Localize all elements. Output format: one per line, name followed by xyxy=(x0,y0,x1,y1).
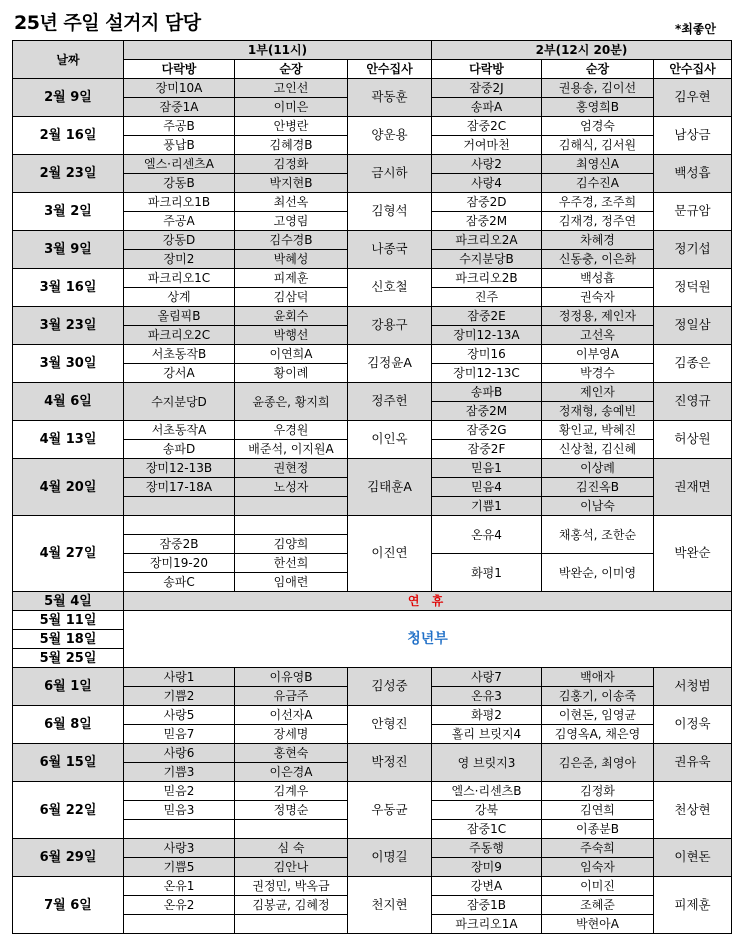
p2-order-cell: 홍영희B xyxy=(542,98,654,117)
p2-order-cell: 임숙자 xyxy=(542,858,654,877)
p2-order-cell: 고선옥 xyxy=(542,326,654,345)
p2-order-cell: 권용송, 김이선 xyxy=(542,79,654,98)
author-note: *최좋안 xyxy=(674,22,716,36)
p2-group-cell: 믿음1 xyxy=(432,459,542,478)
p2-supervisor-cell: 피제훈 xyxy=(654,877,732,934)
p2-order-cell: 김영옥A, 채은영 xyxy=(542,725,654,744)
p2-supervisor-cell: 김종은 xyxy=(654,345,732,383)
p2-order-cell: 엄경숙 xyxy=(542,117,654,136)
p2-group-cell: 송파A xyxy=(432,98,542,117)
p2-order-cell: 김정화 xyxy=(542,782,654,801)
schedule-body xyxy=(13,41,732,934)
p2-supervisor-cell: 백성흡 xyxy=(654,155,732,193)
p2-order-cell: 이남숙 xyxy=(542,497,654,516)
p1-group-cell: 잠중1A xyxy=(124,98,235,117)
p2-supervisor-cell: 박완순 xyxy=(654,516,732,592)
p2-order-cell: 우주경, 조주희 xyxy=(542,193,654,212)
table-row xyxy=(13,383,732,402)
table-row xyxy=(13,155,732,174)
p2-group-cell: 온유3 xyxy=(432,687,542,706)
p1-order-cell: 김계우 xyxy=(235,782,348,801)
p2-order-cell: 김진옥B xyxy=(542,478,654,497)
p1-order-cell: 이연희A xyxy=(235,345,348,364)
header-p1-order: 순장 xyxy=(235,60,348,79)
p1-group-cell: 잠중2B xyxy=(124,535,235,554)
p1-order-cell: 김삼덕 xyxy=(235,288,348,307)
p2-group-cell: 파크리오2B xyxy=(432,269,542,288)
p1-supervisor-cell: 나종국 xyxy=(348,231,432,269)
p2-group-cell: 장미16 xyxy=(432,345,542,364)
p1-order-cell: 김혜경B xyxy=(235,136,348,155)
p1-group-cell: 송파D xyxy=(124,440,235,459)
holiday-row xyxy=(13,592,732,611)
p1-group-cell: 기쁨2 xyxy=(124,687,235,706)
p1-group-cell: 파크리오1B xyxy=(124,193,235,212)
p2-group-cell: 잠중2E xyxy=(432,307,542,326)
p1-order-cell: 황이례 xyxy=(235,364,348,383)
p1-group-cell: 송파C xyxy=(124,573,235,592)
date-cell: 2월 9일 xyxy=(13,79,124,117)
date-cell: 4월 6일 xyxy=(13,383,124,421)
p1-supervisor-cell: 김정윤A xyxy=(348,345,432,383)
p2-order-cell: 김연희 xyxy=(542,801,654,820)
p1-order-cell: 김정화 xyxy=(235,155,348,174)
date-cell: 6월 22일 xyxy=(13,782,124,839)
p1-order-cell: 권현정 xyxy=(235,459,348,478)
date-cell: 5월 25일 xyxy=(13,649,124,668)
p1-group-cell: 장미17-18A xyxy=(124,478,235,497)
p1-group-cell: 기쁨5 xyxy=(124,858,235,877)
date-cell: 4월 20일 xyxy=(13,459,124,516)
p2-group-cell: 강변A xyxy=(432,877,542,896)
table-row xyxy=(13,117,732,136)
p1-group-cell: 사랑5 xyxy=(124,706,235,725)
date-cell: 3월 9일 xyxy=(13,231,124,269)
p1-order-cell: 고인선 xyxy=(235,79,348,98)
p2-group-cell: 화평2 xyxy=(432,706,542,725)
p2-supervisor-cell: 진영규 xyxy=(654,383,732,421)
p1-order-cell: 김안나 xyxy=(235,858,348,877)
p1-supervisor-cell: 이인옥 xyxy=(348,421,432,459)
table-row xyxy=(13,459,732,478)
p1-supervisor-cell: 김태훈A xyxy=(348,459,432,516)
p2-group-cell: 장미12-13C xyxy=(432,364,542,383)
p1-group-cell: 온유2 xyxy=(124,896,235,915)
p2-group-cell: 화평1 xyxy=(432,554,542,592)
p1-group-cell: 강동D xyxy=(124,231,235,250)
p2-supervisor-cell: 허상원 xyxy=(654,421,732,459)
youth-row xyxy=(13,611,732,630)
p1-order-cell: 한선희 xyxy=(235,554,348,573)
p1-supervisor-cell: 강용구 xyxy=(348,307,432,345)
p1-supervisor-cell: 금시하 xyxy=(348,155,432,193)
p1-group-cell: 서초동작B xyxy=(124,345,235,364)
header-p2-group: 다락방 xyxy=(432,60,542,79)
p1-group-cell: 장미10A xyxy=(124,79,235,98)
p1-order-cell xyxy=(235,497,348,516)
p1-order-cell: 박행선 xyxy=(235,326,348,345)
p2-order-cell: 이현돈, 임영균 xyxy=(542,706,654,725)
p1-order-cell xyxy=(235,516,348,535)
p2-order-cell: 이종분B xyxy=(542,820,654,839)
date-cell: 4월 13일 xyxy=(13,421,124,459)
p2-supervisor-cell: 권재면 xyxy=(654,459,732,516)
p1-group-cell xyxy=(124,820,235,839)
header-part2: 2부(12시 20분) xyxy=(432,41,732,60)
p1-order-cell: 박지현B xyxy=(235,174,348,193)
p1-order-cell: 임애련 xyxy=(235,573,348,592)
p1-supervisor-cell: 이진연 xyxy=(348,516,432,592)
p1-order-cell: 심 숙 xyxy=(235,839,348,858)
p2-order-cell: 최영신A xyxy=(542,155,654,174)
p2-group-cell: 잠중2M xyxy=(432,212,542,231)
p2-order-cell: 정정용, 제인자 xyxy=(542,307,654,326)
p2-order-cell: 권숙자 xyxy=(542,288,654,307)
p1-group-cell: 믿음2 xyxy=(124,782,235,801)
p2-order-cell: 신동충, 이은화 xyxy=(542,250,654,269)
p2-group-cell: 강북 xyxy=(432,801,542,820)
date-cell: 7월 6일 xyxy=(13,877,124,934)
p1-group-cell: 믿음3 xyxy=(124,801,235,820)
p2-order-cell: 김홍기, 이송죽 xyxy=(542,687,654,706)
date-cell: 3월 2일 xyxy=(13,193,124,231)
p1-group-cell: 사랑1 xyxy=(124,668,235,687)
p2-group-cell: 파크리오2A xyxy=(432,231,542,250)
date-cell: 2월 16일 xyxy=(13,117,124,155)
p2-supervisor-cell: 권유욱 xyxy=(654,744,732,782)
p1-group-cell: 올림픽B xyxy=(124,307,235,326)
table-row xyxy=(13,782,732,801)
p1-group-cell: 수지분당D xyxy=(124,383,235,421)
holiday-label: 연 휴 xyxy=(124,592,732,611)
p2-order-cell: 제인자 xyxy=(542,383,654,402)
p1-supervisor-cell: 우동균 xyxy=(348,782,432,839)
p2-group-cell: 장미12-13A xyxy=(432,326,542,345)
p1-group-cell: 상계 xyxy=(124,288,235,307)
date-cell: 6월 15일 xyxy=(13,744,124,782)
p2-group-cell: 믿음4 xyxy=(432,478,542,497)
p1-order-cell: 유금주 xyxy=(235,687,348,706)
p1-supervisor-cell: 곽동훈 xyxy=(348,79,432,117)
header-p2-supervisor: 안수집사 xyxy=(654,60,732,79)
p1-group-cell: 엘스·리센츠A xyxy=(124,155,235,174)
p2-order-cell: 신상철, 김신혜 xyxy=(542,440,654,459)
date-cell: 2월 23일 xyxy=(13,155,124,193)
youth-label: 청년부 xyxy=(124,611,732,668)
p1-order-cell: 이은경A xyxy=(235,763,348,782)
p1-order-cell: 이유영B xyxy=(235,668,348,687)
p1-order-cell: 윤종은, 황지희 xyxy=(235,383,348,421)
p1-order-cell: 정명순 xyxy=(235,801,348,820)
p1-order-cell: 우경원 xyxy=(235,421,348,440)
p2-group-cell: 사랑7 xyxy=(432,668,542,687)
p2-group-cell: 수지분당B xyxy=(432,250,542,269)
p2-order-cell: 박완순, 이미영 xyxy=(542,554,654,592)
p1-group-cell: 장미2 xyxy=(124,250,235,269)
p1-order-cell xyxy=(235,820,348,839)
p1-group-cell: 기쁨3 xyxy=(124,763,235,782)
p2-group-cell: 사랑4 xyxy=(432,174,542,193)
p1-supervisor-cell: 이명길 xyxy=(348,839,432,877)
p1-order-cell: 김양희 xyxy=(235,535,348,554)
p2-order-cell: 김해식, 김서원 xyxy=(542,136,654,155)
date-cell: 6월 29일 xyxy=(13,839,124,877)
table-row xyxy=(13,307,732,326)
header-p1-supervisor: 안수집사 xyxy=(348,60,432,79)
p1-order-cell: 장세명 xyxy=(235,725,348,744)
p2-group-cell: 거여마천 xyxy=(432,136,542,155)
p1-group-cell xyxy=(124,915,235,934)
p2-order-cell: 김수진A xyxy=(542,174,654,193)
p1-order-cell: 김봉균, 김혜정 xyxy=(235,896,348,915)
header-date: 날짜 xyxy=(13,41,124,79)
p2-supervisor-cell: 이현돈 xyxy=(654,839,732,877)
page-title: 25년 주일 설거지 담당 xyxy=(14,12,201,34)
p1-group-cell: 주공A xyxy=(124,212,235,231)
p2-order-cell: 김재경, 정주연 xyxy=(542,212,654,231)
p2-group-cell: 영 브릿지3 xyxy=(432,744,542,782)
p1-order-cell: 김수경B xyxy=(235,231,348,250)
table-row xyxy=(13,706,732,725)
table-row xyxy=(13,516,732,535)
p2-supervisor-cell: 이정욱 xyxy=(654,706,732,744)
p2-supervisor-cell: 김우현 xyxy=(654,79,732,117)
p2-group-cell: 잠중2C xyxy=(432,117,542,136)
header-p2-order: 순장 xyxy=(542,60,654,79)
p1-group-cell: 장미12-13B xyxy=(124,459,235,478)
p2-order-cell: 박현아A xyxy=(542,915,654,934)
p2-order-cell: 주숙희 xyxy=(542,839,654,858)
p2-order-cell: 차혜경 xyxy=(542,231,654,250)
p1-supervisor-cell: 양운용 xyxy=(348,117,432,155)
p1-order-cell xyxy=(235,915,348,934)
p2-group-cell: 엘스·리센츠B xyxy=(432,782,542,801)
p2-group-cell: 잠중2J xyxy=(432,79,542,98)
p1-order-cell: 박혜성 xyxy=(235,250,348,269)
p2-group-cell: 주동행 xyxy=(432,839,542,858)
date-cell: 3월 16일 xyxy=(13,269,124,307)
p2-order-cell: 정재형, 송예빈 xyxy=(542,402,654,421)
p2-order-cell: 박경수 xyxy=(542,364,654,383)
p2-supervisor-cell: 문규암 xyxy=(654,193,732,231)
date-cell: 4월 27일 xyxy=(13,516,124,592)
header-part1: 1부(11시) xyxy=(124,41,432,60)
p2-group-cell: 잠중1C xyxy=(432,820,542,839)
p2-order-cell: 김은준, 최영아 xyxy=(542,744,654,782)
table-row xyxy=(13,744,732,763)
p1-order-cell: 배준석, 이지원A xyxy=(235,440,348,459)
date-cell: 5월 18일 xyxy=(13,630,124,649)
p1-supervisor-cell: 박정진 xyxy=(348,744,432,782)
p2-group-cell: 잠중2D xyxy=(432,193,542,212)
table-row xyxy=(13,345,732,364)
date-cell: 3월 23일 xyxy=(13,307,124,345)
p2-group-cell: 홀리 브릿지4 xyxy=(432,725,542,744)
table-row xyxy=(13,877,732,896)
p1-group-cell: 강서A xyxy=(124,364,235,383)
p2-group-cell: 송파B xyxy=(432,383,542,402)
p2-order-cell: 이부영A xyxy=(542,345,654,364)
p1-group-cell: 사랑3 xyxy=(124,839,235,858)
header-p1-group: 다락방 xyxy=(124,60,235,79)
p1-group-cell: 믿음7 xyxy=(124,725,235,744)
p1-order-cell: 노성자 xyxy=(235,478,348,497)
p1-group-cell: 주공B xyxy=(124,117,235,136)
p1-group-cell: 파크리오1C xyxy=(124,269,235,288)
table-row xyxy=(13,668,732,687)
p2-group-cell: 잠중2G xyxy=(432,421,542,440)
p1-group-cell: 장미19-20 xyxy=(124,554,235,573)
p2-group-cell: 잠중2M xyxy=(432,402,542,421)
p2-supervisor-cell: 천상현 xyxy=(654,782,732,839)
p2-order-cell: 채홍석, 조한순 xyxy=(542,516,654,554)
p1-order-cell: 홍현숙 xyxy=(235,744,348,763)
p2-order-cell: 황인교, 박혜진 xyxy=(542,421,654,440)
p1-supervisor-cell: 안형진 xyxy=(348,706,432,744)
p2-group-cell: 파크리오1A xyxy=(432,915,542,934)
table-row xyxy=(13,231,732,250)
table-row xyxy=(13,79,732,98)
p2-supervisor-cell: 남상금 xyxy=(654,117,732,155)
date-cell: 6월 1일 xyxy=(13,668,124,706)
p2-group-cell: 잠중1B xyxy=(432,896,542,915)
p1-order-cell: 피제훈 xyxy=(235,269,348,288)
date-cell: 5월 4일 xyxy=(13,592,124,611)
p1-group-cell xyxy=(124,497,235,516)
p2-supervisor-cell: 서청범 xyxy=(654,668,732,706)
table-row xyxy=(13,193,732,212)
p2-supervisor-cell: 정일삼 xyxy=(654,307,732,345)
p2-order-cell: 백성흡 xyxy=(542,269,654,288)
p1-group-cell: 서초동작A xyxy=(124,421,235,440)
p2-group-cell: 잠중2F xyxy=(432,440,542,459)
date-cell: 6월 8일 xyxy=(13,706,124,744)
p1-order-cell: 고영림 xyxy=(235,212,348,231)
p2-group-cell: 온유4 xyxy=(432,516,542,554)
p2-order-cell: 이상례 xyxy=(542,459,654,478)
table-row xyxy=(13,839,732,858)
p1-supervisor-cell: 정주헌 xyxy=(348,383,432,421)
p1-supervisor-cell: 신호철 xyxy=(348,269,432,307)
p1-group-cell: 온유1 xyxy=(124,877,235,896)
p2-order-cell: 백애자 xyxy=(542,668,654,687)
p2-group-cell: 사랑2 xyxy=(432,155,542,174)
p1-group-cell: 파크리오2C xyxy=(124,326,235,345)
p2-group-cell: 장미9 xyxy=(432,858,542,877)
date-cell: 5월 11일 xyxy=(13,611,124,630)
p1-order-cell: 안병란 xyxy=(235,117,348,136)
p1-order-cell: 이선자A xyxy=(235,706,348,725)
table-row xyxy=(13,421,732,440)
table-row xyxy=(13,269,732,288)
p2-order-cell: 조혜준 xyxy=(542,896,654,915)
p1-group-cell: 풍납B xyxy=(124,136,235,155)
p2-supervisor-cell: 정덕원 xyxy=(654,269,732,307)
p1-supervisor-cell: 김형석 xyxy=(348,193,432,231)
p1-group-cell: 강동B xyxy=(124,174,235,193)
header-row-1 xyxy=(13,41,732,60)
p1-order-cell: 이미은 xyxy=(235,98,348,117)
p2-group-cell: 기쁨1 xyxy=(432,497,542,516)
p1-group-cell: 사랑6 xyxy=(124,744,235,763)
p1-supervisor-cell: 천지현 xyxy=(348,877,432,934)
schedule-table xyxy=(12,40,732,934)
p1-order-cell: 윤회수 xyxy=(235,307,348,326)
p1-order-cell: 최선옥 xyxy=(235,193,348,212)
p2-group-cell: 진주 xyxy=(432,288,542,307)
p1-supervisor-cell: 김성중 xyxy=(348,668,432,706)
p1-order-cell: 권정민, 박옥금 xyxy=(235,877,348,896)
p2-order-cell: 이미진 xyxy=(542,877,654,896)
p1-group-cell xyxy=(124,516,235,535)
date-cell: 3월 30일 xyxy=(13,345,124,383)
p2-supervisor-cell: 정기섭 xyxy=(654,231,732,269)
